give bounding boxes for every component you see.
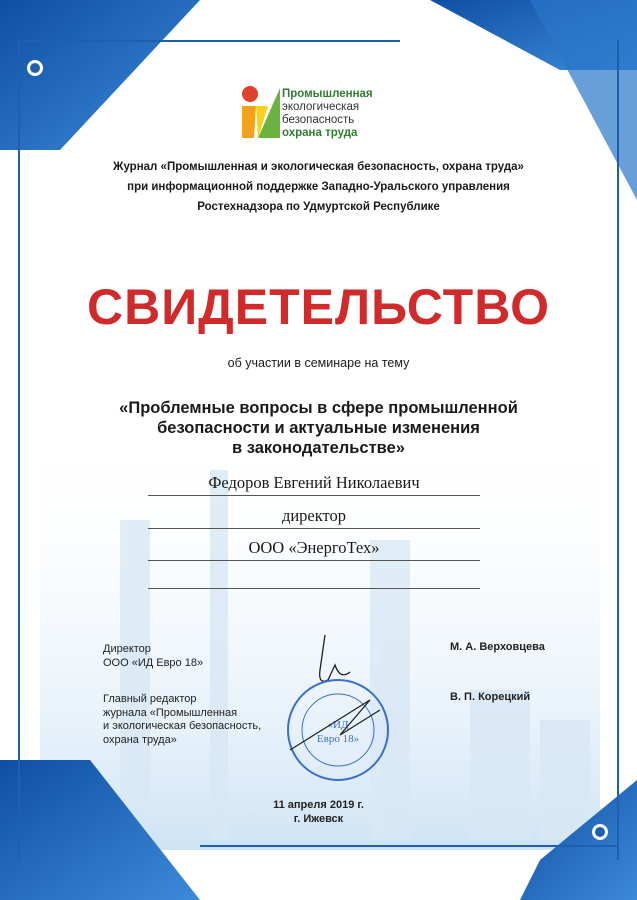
header-text bbox=[0, 157, 637, 217]
signatory-title-line: Директор bbox=[103, 643, 151, 655]
certificate-title: СВИДЕТЕЛЬСТВО bbox=[87, 279, 550, 335]
logo-line: экологическая bbox=[282, 101, 360, 113]
seminar-topic bbox=[0, 398, 637, 458]
signatory-2-name: В. П. Корецкий bbox=[450, 691, 531, 703]
signatory-title-line: и экологическая безопасность, bbox=[103, 720, 262, 732]
svg-text:Евро 18»: Евро 18» bbox=[316, 733, 360, 745]
signatory-title-line: Главный редактор bbox=[103, 693, 197, 705]
header-line: Ростехнадзора по Удмуртской Республике bbox=[197, 201, 440, 213]
signatory-1-name: М. А. Верховцева bbox=[450, 641, 545, 653]
header-line: Журнал «Промышленная и экологическая безопасность, охрана труда» bbox=[113, 161, 524, 173]
topic-line: безопасности и актуальные изменения bbox=[157, 419, 480, 437]
participant-extra bbox=[148, 566, 480, 589]
date: 11 апреля 2019 г. bbox=[273, 799, 364, 811]
logo-line: охрана труда bbox=[282, 127, 358, 139]
header-line: при информационной поддержке Западно-Уральского управления bbox=[127, 181, 510, 193]
participant-position: директор bbox=[148, 506, 480, 529]
signatory-1-title bbox=[103, 643, 203, 670]
signatory-title-line: журнала «Промышленная bbox=[103, 706, 238, 719]
city: г. Ижевск bbox=[293, 813, 344, 825]
subtitle: об участии в семинаре на тему bbox=[227, 356, 410, 370]
topic-line: в законодательстве» bbox=[232, 439, 405, 457]
topic-line: «Проблемные вопросы в сфере промышленной bbox=[119, 399, 518, 417]
logo-text bbox=[282, 88, 373, 140]
logo-icon bbox=[238, 84, 282, 140]
logo-line: безопасность bbox=[282, 114, 355, 126]
participant-company: ООО «ЭнергоТех» bbox=[148, 538, 480, 561]
signatory-2-title bbox=[103, 693, 261, 747]
stamp-and-signatures bbox=[280, 630, 390, 800]
logo-line: Промышленная bbox=[282, 88, 373, 100]
signature-1 bbox=[320, 635, 350, 681]
signatory-title-line: ООО «ИД Евро 18» bbox=[103, 656, 204, 669]
participant-name: Федоров Евгений Николаевич bbox=[148, 473, 480, 496]
signatory-title-line: охрана труда» bbox=[103, 733, 177, 746]
svg-text:«ИД: «ИД bbox=[327, 719, 349, 731]
